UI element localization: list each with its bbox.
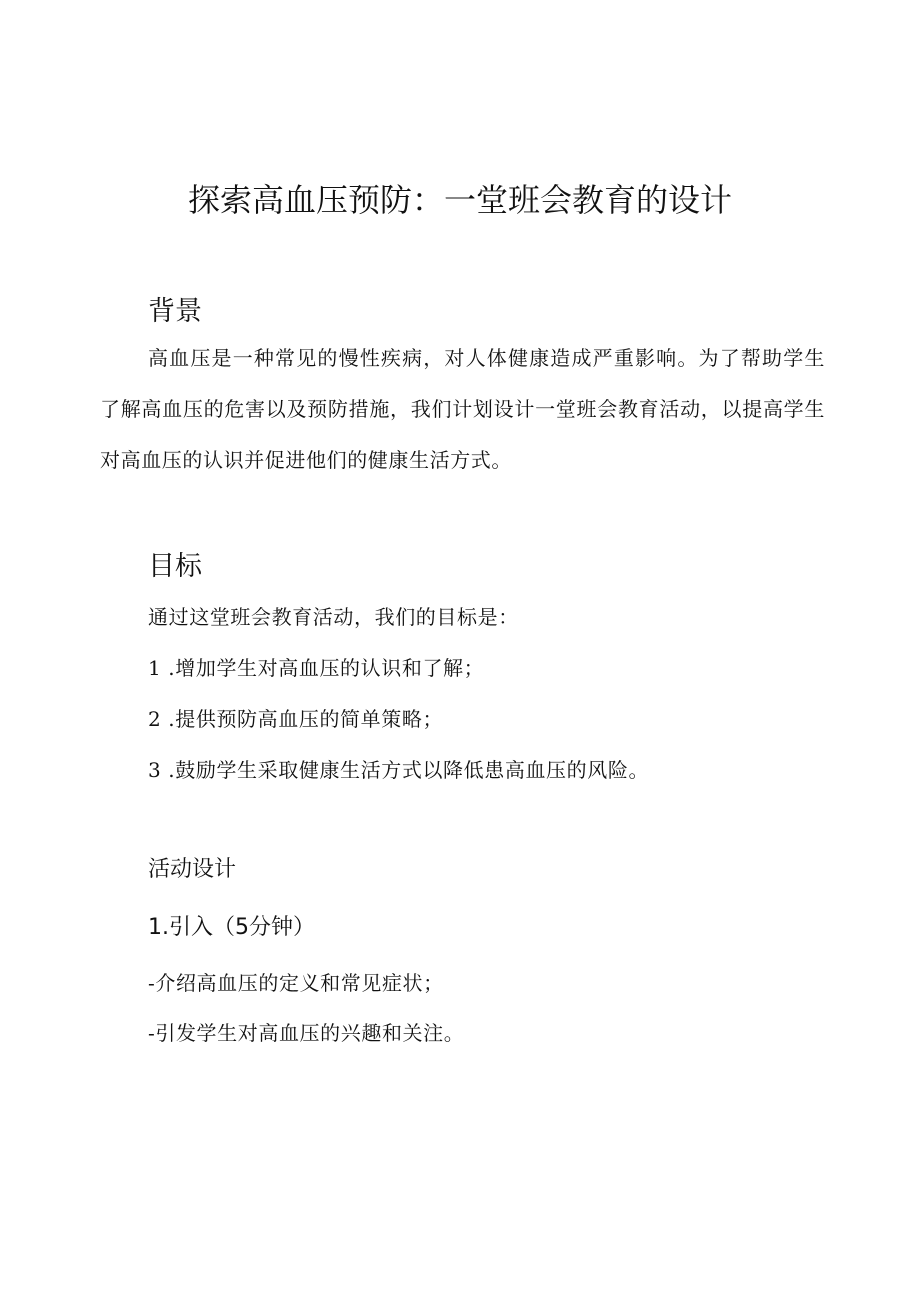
goal-list-item: 2 .提供预防高血压的简单策略； bbox=[148, 707, 444, 731]
section-heading-goals: 目标 bbox=[148, 551, 202, 582]
goal-list-item: 1 .增加学生对高血压的认识和了解； bbox=[148, 656, 485, 680]
background-paragraph: 高血压是一种常见的慢性疾病，对人体健康造成严重影响。为了帮助学生了解高血压的危害以及预防措施，我们计划设计一堂班会教育活动，以提高学生对高血压的认识并促进他们的健康生活方式。 bbox=[100, 346, 825, 472]
activity-list-item: -引发学生对高血压的兴趣和关注。 bbox=[148, 1021, 465, 1045]
goal-list-item: 3 .鼓励学生采取健康生活方式以降低患高血压的风险。 bbox=[148, 758, 650, 782]
section-heading-activity: 活动设计 bbox=[148, 857, 237, 882]
goals-intro-text: 通过这堂班会教育活动，我们的目标是： bbox=[148, 605, 519, 629]
section-heading-background: 背景 bbox=[148, 296, 202, 327]
activity-list-item: -介绍高血压的定义和常见症状； bbox=[148, 971, 444, 995]
document-title: 探索高血压预防：一堂班会教育的设计 bbox=[187, 181, 732, 219]
activity-part-heading: 1.引入（5分钟） bbox=[148, 915, 315, 940]
